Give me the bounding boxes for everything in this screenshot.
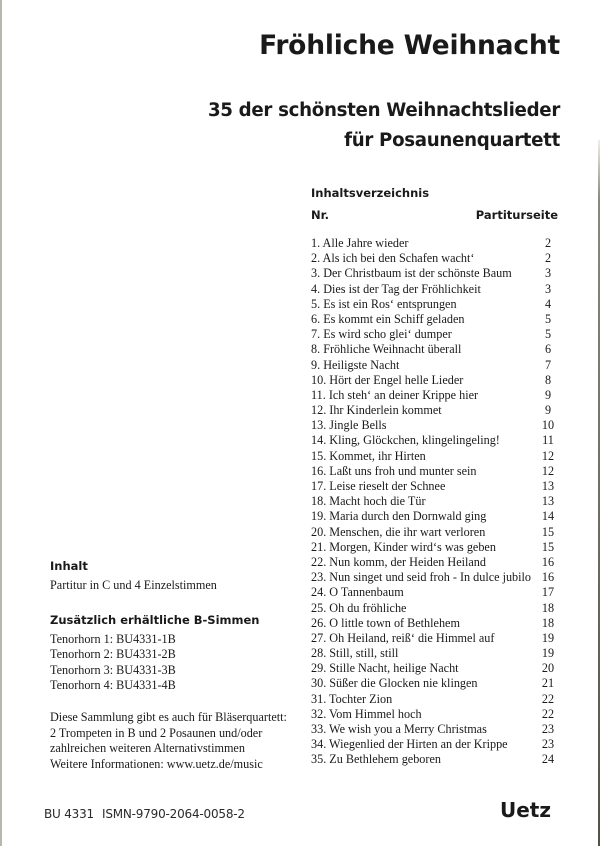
- toc-song-title: 24. O Tannenbaum: [311, 585, 404, 600]
- toc-song-title: 17. Leise rieselt der Schnee: [311, 479, 446, 493]
- toc-song-title: 33. We wish you a Merry Christmas: [311, 722, 487, 736]
- publisher-logo: Uetz: [499, 798, 551, 822]
- toc-row: [311, 692, 559, 707]
- toc-row: [311, 707, 559, 722]
- toc-row: [311, 342, 559, 357]
- info-line-website: Weitere Informationen: www.uetz.de/music: [50, 756, 263, 771]
- toc-song-title: 23. Nun singet und seid froh - In dulce jubilo: [311, 570, 532, 585]
- toc-page-number: 14: [541, 509, 555, 524]
- toc-row: [311, 479, 559, 494]
- additional-part-item: Tenorhorn 4: BU4331-4B: [50, 677, 176, 692]
- toc-song-title: 28. Still, still, still: [311, 646, 399, 661]
- toc-page-number: 21: [541, 676, 555, 691]
- toc-song-title: 26. O little town of Bethlehem: [311, 615, 460, 630]
- toc-song-title: 8. Fröhliche Weihnacht überall: [311, 342, 462, 357]
- toc-page-number: 13: [541, 479, 555, 493]
- toc-song-title: 16. Laßt uns froh und munter sein: [311, 463, 477, 478]
- subtitle: [208, 96, 560, 156]
- toc-row: [311, 449, 559, 464]
- toc-page-number: 13: [541, 494, 555, 509]
- toc-row: [311, 601, 559, 616]
- toc-page-number: 15: [541, 539, 555, 554]
- toc-row: [311, 433, 559, 448]
- toc-page-number: 2: [544, 236, 552, 250]
- toc-song-title: 27. Oh Heiland, reiß‘ die Himmel auf: [311, 630, 495, 645]
- toc-row: [311, 570, 559, 585]
- additional-part-item: Tenorhorn 2: BU4331-2B: [50, 647, 176, 662]
- toc-row: [311, 555, 559, 570]
- toc-song-title: 13. Jingle Bells: [311, 418, 387, 433]
- toc-row: [311, 631, 559, 646]
- toc-page-number: 24: [541, 752, 555, 767]
- footer-codes: [44, 807, 253, 821]
- toc-row: [311, 282, 559, 297]
- info-line: Diese Sammlung gibt es auch für Bläserquartett:: [50, 710, 287, 724]
- toc-song-title: 14. Kling, Glöckchen, klingelingeling!: [311, 433, 500, 448]
- toc-page-number: 11: [542, 433, 554, 448]
- toc-row: [311, 676, 559, 691]
- toc-page-number: 12: [541, 448, 555, 463]
- subtitle-line-2: für Posaunenquartett: [344, 130, 560, 151]
- toc-row: [311, 358, 559, 373]
- toc-page-number: 3: [544, 266, 552, 281]
- toc-song-title: 9. Heiligste Nacht: [311, 357, 400, 372]
- toc-page-number: 8: [544, 372, 552, 387]
- toc-row: [311, 403, 559, 418]
- additional-part-item: Tenorhorn 1: BU4331-1B: [50, 632, 176, 646]
- toc-song-title: 10. Hört der Engel helle Lieder: [311, 372, 464, 387]
- toc-row: [311, 327, 559, 342]
- contents-heading: Inhalt: [50, 559, 88, 573]
- toc-song-title: 6. Es kommt ein Schiff geladen: [311, 311, 465, 326]
- toc-song-title: 34. Wiegenlied der Hirten an der Krippe: [311, 737, 508, 752]
- toc-song-title: 20. Menschen, die ihr wart verloren: [311, 524, 486, 539]
- toc-page-number: 3: [544, 281, 552, 296]
- toc-row: [311, 312, 559, 327]
- toc-row: [311, 418, 559, 433]
- toc-song-title: 25. Oh du fröhliche: [311, 600, 407, 615]
- toc-song-title: 2. Als ich bei den Schafen wacht‘: [311, 251, 475, 266]
- toc-page-number: 22: [541, 706, 555, 721]
- toc-song-title: 31. Tochter Zion: [311, 691, 393, 706]
- page-title: Fröhliche Weihnacht: [259, 30, 560, 61]
- toc-song-title: 12. Ihr Kinderlein kommet: [311, 403, 442, 418]
- toc-page-number: 23: [541, 722, 555, 736]
- toc-row: [311, 737, 559, 752]
- toc-song-title: 15. Kommet, ihr Hirten: [311, 448, 426, 463]
- info-block: [50, 710, 287, 772]
- toc-song-title: 3. Der Christbaum ist der schönste Baum: [311, 266, 512, 281]
- toc-row: [311, 722, 559, 737]
- toc-page-number: 5: [544, 327, 552, 342]
- toc-row: [311, 297, 559, 312]
- toc-song-title: 18. Macht hoch die Tür: [311, 494, 426, 509]
- toc-page-number: 17: [541, 585, 555, 600]
- toc-page-number: 9: [544, 403, 552, 418]
- table-of-contents: [311, 236, 559, 768]
- toc-page-number: 22: [541, 691, 555, 706]
- subtitle-line-1: 35 der schönsten Weihnachtslieder: [207, 100, 560, 121]
- toc-page-number: 20: [541, 661, 555, 676]
- toc-row: [311, 509, 559, 524]
- toc-row: [311, 540, 559, 555]
- toc-page-number: 16: [541, 570, 555, 585]
- toc-row: [311, 251, 559, 266]
- toc-page-number: 4: [544, 296, 552, 311]
- toc-song-title: 22. Nun komm, der Heiden Heiland: [311, 554, 486, 569]
- toc-page-number: 12: [541, 463, 555, 478]
- toc-row: [311, 661, 559, 676]
- toc-row: [311, 752, 559, 767]
- toc-row: [311, 494, 559, 509]
- toc-song-title: 30. Süßer die Glocken nie klingen: [311, 676, 478, 691]
- toc-row: [311, 388, 559, 403]
- toc-row: [311, 585, 559, 600]
- toc-song-title: 1. Alle Jahre wieder: [311, 236, 409, 250]
- toc-page-number: 15: [541, 524, 555, 539]
- toc-page-number: 18: [541, 615, 555, 630]
- toc-page-number: 10: [541, 418, 555, 433]
- info-line: 2 Trompeten in B und 2 Posaunen und/oder: [50, 725, 263, 740]
- toc-page-number: 2: [544, 251, 552, 266]
- toc-page-number: 16: [541, 554, 555, 569]
- toc-page-number: 5: [544, 311, 552, 326]
- toc-song-title: 11. Ich steh‘ an deiner Krippe hier: [311, 387, 479, 402]
- toc-row: [311, 236, 559, 251]
- toc-row: [311, 266, 559, 281]
- toc-song-title: 19. Maria durch den Dornwald ging: [311, 509, 487, 524]
- additional-parts-heading: Zusätzlich erhältliche B-Simmen: [50, 613, 260, 627]
- toc-song-title: 32. Vom Himmel hoch: [311, 706, 422, 721]
- toc-row: [311, 616, 559, 631]
- toc-song-title: 5. Es ist ein Ros‘ entsprungen: [311, 296, 457, 311]
- info-line: zahlreichen weiteren Alternativstimmen: [50, 741, 245, 756]
- toc-page-number: 9: [544, 387, 552, 402]
- toc-page-number: 19: [541, 630, 555, 645]
- toc-row: [311, 525, 559, 540]
- toc-heading: Inhaltsverzeichnis: [311, 186, 430, 200]
- toc-page-number: 23: [541, 737, 555, 752]
- toc-song-title: 7. Es wird scho glei‘ dumper: [311, 327, 452, 342]
- additional-parts-list: [50, 632, 176, 693]
- contents-text: Partitur in C und 4 Einzelstimmen: [50, 578, 217, 592]
- toc-song-title: 4. Dies ist der Tag der Fröhlichkeit: [311, 281, 481, 296]
- toc-row: [311, 646, 559, 661]
- toc-column-number: Nr.: [311, 208, 330, 222]
- toc-page-number: 6: [544, 342, 552, 357]
- ismn-code: ISMN-9790-2064-0058-2: [101, 807, 245, 821]
- toc-song-title: 29. Stille Nacht, heilige Nacht: [311, 661, 459, 676]
- toc-page-number: 19: [541, 646, 555, 661]
- toc-row: [311, 464, 559, 479]
- additional-part-item: Tenorhorn 3: BU4331-3B: [50, 662, 176, 677]
- toc-column-page: Partiturseite: [475, 208, 558, 222]
- toc-song-title: 35. Zu Bethlehem geboren: [311, 752, 441, 767]
- toc-page-number: 18: [541, 600, 555, 615]
- toc-row: [311, 373, 559, 388]
- catalog-number: BU 4331: [44, 807, 94, 821]
- toc-page-number: 7: [544, 357, 552, 372]
- scan-edge-left: [0, 0, 2, 846]
- toc-song-title: 21. Morgen, Kinder wird‘s was geben: [311, 539, 496, 554]
